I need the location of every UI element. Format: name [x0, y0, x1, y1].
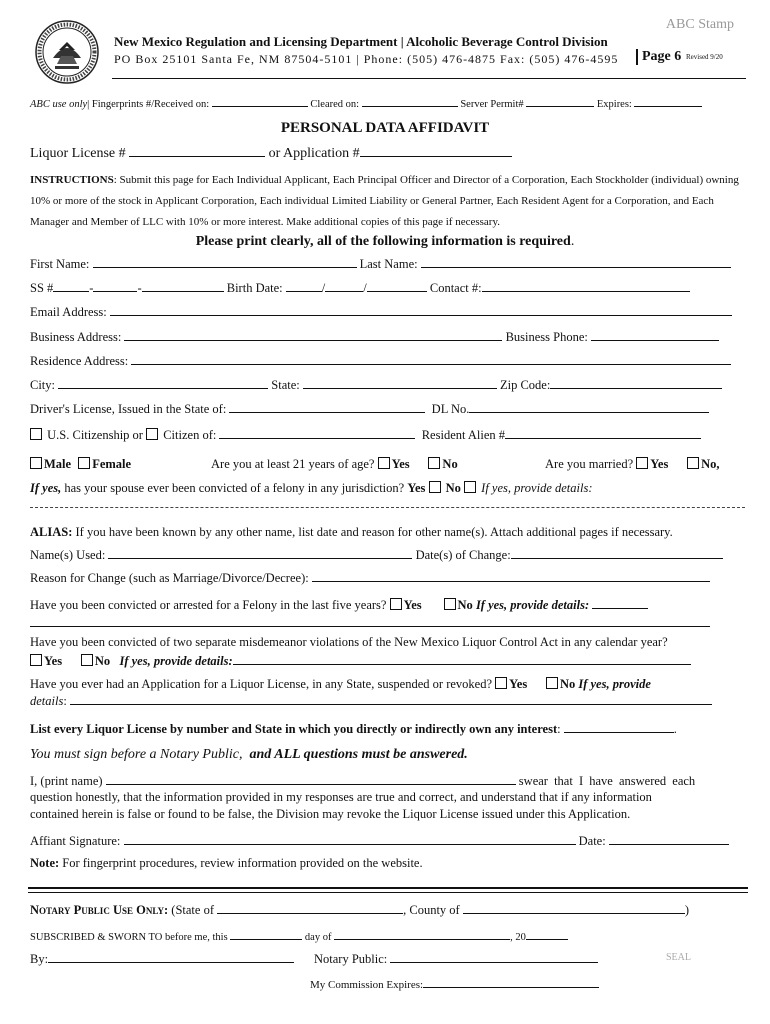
ss-field-1[interactable] — [53, 280, 89, 292]
fingerprints-field[interactable] — [212, 95, 308, 107]
dl-no-field[interactable] — [469, 401, 709, 413]
misdemeanor-details-field[interactable] — [233, 653, 691, 665]
header-rule — [112, 78, 746, 79]
misdemeanor-no-label: No — [94, 654, 111, 668]
ss-row: SS # - - Birth Date: / / Contact #: — [30, 280, 690, 296]
page-number: Page 6 — [636, 49, 681, 65]
state-seal-logo — [35, 20, 99, 84]
state-of-label: (State of — [171, 903, 214, 917]
felony-provide-details-label: If yes, provide details: — [475, 598, 590, 612]
married-no-label: No, — [701, 457, 720, 471]
business-phone-label: Business Phone: — [505, 330, 588, 344]
signature-row — [30, 833, 729, 849]
drivers-license-label: Driver's License, Issued in the State of: — [30, 402, 227, 416]
notary-public-field[interactable] — [390, 951, 598, 963]
names-used-field[interactable] — [108, 547, 412, 559]
felony-question: Have you been convicted or arrested for a Felony in the last five years? — [30, 598, 387, 612]
subscribed-month-field[interactable] — [334, 928, 510, 940]
notary-county-field[interactable] — [463, 902, 685, 914]
spouse-yes-label: Yes — [407, 481, 426, 495]
swear-text-line-2: question honestly, that the information provided in my responses are true and correct, and understand that if any information — [30, 790, 652, 804]
age-question-text: Are you at least 21 years of age? — [211, 457, 375, 471]
married-no-checkbox[interactable] — [687, 457, 699, 469]
ss-field-3[interactable] — [142, 280, 224, 292]
suspended-question: Have you ever had an Application for a Liquor License, in any State, suspended or revoked? — [30, 677, 492, 691]
age-yes-label: Yes — [391, 457, 410, 471]
note-label: Note: — [30, 856, 60, 870]
citizenship-row — [30, 427, 701, 443]
suspended-yes-label: Yes — [509, 677, 528, 691]
misdemeanor-yes-checkbox[interactable] — [30, 654, 42, 666]
age-yes-checkbox[interactable] — [378, 457, 390, 469]
contact-field[interactable] — [482, 280, 690, 292]
name-row — [30, 256, 731, 272]
suspended-details-label: details — [30, 694, 64, 708]
birth-day-field[interactable] — [325, 280, 363, 292]
age-no-label: No — [442, 457, 458, 471]
liquor-license-label: Liquor License # — [30, 146, 126, 161]
female-label: Female — [92, 457, 132, 471]
suspended-no-label: No — [559, 677, 576, 691]
print-clearly-text: Please print clearly, all of the following information is required — [195, 234, 571, 249]
all-questions-text: and ALL questions must be answered. — [249, 747, 468, 762]
seal-placeholder: SEAL — [666, 952, 691, 963]
sign-notice — [30, 747, 468, 763]
by-label: By: — [30, 952, 49, 966]
subscribed-row — [30, 928, 568, 943]
city-row — [30, 377, 722, 393]
by-row — [30, 951, 294, 967]
felony-yes-checkbox[interactable] — [390, 598, 402, 610]
server-permit-label: Server Permit# — [460, 99, 524, 110]
note-row — [30, 856, 423, 871]
instructions-label: INSTRUCTIONS — [30, 174, 114, 186]
expires-field[interactable] — [634, 95, 702, 107]
abc-use-only-row — [30, 95, 702, 110]
first-name-label: First Name: — [30, 257, 90, 271]
citizen-of-label: Citizen of: — [163, 428, 217, 442]
print-name-row — [30, 773, 695, 789]
drivers-license-row — [30, 401, 709, 417]
department-title: New Mexico Regulation and Licensing Department | Alcoholic Beverage Control Division — [114, 34, 608, 49]
residence-address-field[interactable] — [131, 353, 731, 365]
commission-label: My Commission Expires: — [310, 979, 424, 991]
spouse-felony-row — [30, 481, 592, 496]
suspended-details-row: details: — [30, 693, 712, 709]
male-checkbox[interactable] — [30, 457, 42, 469]
city-label: City: — [30, 378, 56, 392]
residence-row — [30, 353, 731, 369]
instructions-text: : Submit this page for Each Individual Applicant, Each Principal Officer and Director of a Corporation, Each Stockholder (individual) owning 10% or more of the stock in Applicant Corporation, Each individual Limited Liability or General Partner, Each Resident Agent for a Corporation, and Each Manager and Member of LLC with 10% or more interest. Make additional copies of this page if necessary. — [30, 174, 739, 228]
year-prefix-label: , 20 — [510, 932, 526, 943]
last-name-field[interactable] — [421, 256, 731, 268]
email-label: Email Address: — [30, 305, 107, 319]
ss-label: SS # — [30, 281, 54, 295]
must-sign-text: You must sign before a Notary Public, — [30, 747, 243, 762]
server-permit-field[interactable] — [526, 95, 594, 107]
felony-details-line[interactable] — [30, 626, 710, 627]
us-citizenship-checkbox[interactable] — [30, 428, 42, 440]
city-field[interactable] — [58, 377, 268, 389]
felony-details-field[interactable] — [592, 597, 648, 609]
spouse-provide-details-label: If yes, provide details: — [481, 481, 593, 495]
resident-alien-label: Resident Alien # — [421, 428, 506, 442]
notary-state-row — [30, 902, 689, 918]
gender-row — [30, 457, 131, 472]
subscribed-year-field[interactable] — [526, 928, 568, 940]
note-text: For fingerprint procedures, review information provided on the website. — [62, 856, 423, 870]
day-of-label: day of — [304, 932, 332, 943]
cleared-on-label: Cleared on: — [310, 99, 360, 110]
list-licenses-field[interactable] — [564, 721, 674, 733]
married-question-text: Are you married? — [545, 457, 634, 471]
spouse-if-yes-label: If yes, — [30, 481, 62, 495]
birth-date-label: Birth Date: — [226, 281, 283, 295]
business-address-field[interactable] — [124, 329, 502, 341]
misdemeanor-answer-row — [30, 653, 691, 669]
county-of-label: , County of — [403, 903, 460, 917]
swear-text-line-3: contained herein is false or found to be false, the Division may revoke the Liquor License issued under this Application. — [30, 807, 631, 821]
suspended-no-checkbox[interactable] — [546, 677, 558, 689]
suspended-yes-checkbox[interactable] — [495, 677, 507, 689]
print-name-field[interactable] — [106, 773, 516, 785]
birth-month-field[interactable] — [286, 280, 322, 292]
state-field[interactable] — [303, 377, 497, 389]
revision-date: Revised 9/20 — [686, 53, 723, 61]
resident-alien-field[interactable] — [505, 427, 701, 439]
close-paren: ) — [684, 903, 690, 917]
spouse-yes-checkbox[interactable] — [429, 481, 441, 493]
subscribed-label: SUBSCRIBED & SWORN TO before me, this — [30, 932, 228, 943]
state-label: State: — [271, 378, 300, 392]
by-field[interactable] — [48, 951, 294, 963]
drivers-license-state-field[interactable] — [229, 401, 425, 413]
fingerprints-label: | Fingerprints #/Received on: — [87, 99, 210, 110]
print-clearly-period: . — [570, 234, 575, 249]
reason-change-field[interactable] — [312, 570, 710, 582]
citizen-of-checkbox[interactable] — [146, 428, 158, 440]
date-label: Date: — [578, 834, 606, 848]
spouse-no-checkbox[interactable] — [464, 481, 476, 493]
alias-text: If you have been known by any other name, list date and reason for other name(s). Attach additional pages if necessary. — [75, 525, 673, 539]
or-label: or — [132, 428, 143, 442]
suspended-details-field[interactable] — [70, 693, 712, 705]
page-title: PERSONAL DATA AFFIDAVIT — [280, 120, 490, 136]
list-licenses-label: List every Liquor License by number and State in which you directly or indirectly own any interest — [30, 722, 558, 736]
notary-section-divider — [28, 887, 748, 893]
spouse-no-label: No — [445, 481, 461, 495]
affiant-signature-field[interactable] — [124, 833, 576, 845]
contact-label: Contact #: — [429, 281, 482, 295]
notary-label: Notary Public Use Only: — [30, 903, 169, 917]
misdemeanor-yes-label: Yes — [44, 654, 63, 668]
commission-expires-field[interactable] — [423, 976, 599, 988]
affiant-signature-label: Affiant Signature: — [30, 834, 121, 848]
abc-use-only-label: ABC use only — [30, 99, 88, 110]
swear-text: swear that I have answered each — [518, 774, 696, 788]
business-address-label: Business Address: — [30, 330, 122, 344]
us-citizenship-label: U.S. Citizenship — [47, 428, 130, 442]
cleared-on-field[interactable] — [362, 95, 458, 107]
misdemeanor-no-checkbox[interactable] — [81, 654, 93, 666]
names-used-label: Name(s) Used: — [30, 548, 106, 562]
age-no-checkbox[interactable] — [428, 457, 440, 469]
signature-date-field[interactable] — [609, 833, 729, 845]
zip-field[interactable] — [550, 377, 722, 389]
male-label: Male — [44, 457, 72, 471]
birth-year-field[interactable] — [367, 280, 427, 292]
application-label: or Application # — [268, 146, 360, 161]
alias-row — [30, 525, 673, 540]
misdemeanor-question: Have you been convicted of two separate misdemeanor violations of the New Mexico Liquor Control Act in any calendar year? — [30, 635, 668, 649]
instructions-paragraph — [30, 170, 752, 233]
felony-no-checkbox[interactable] — [444, 598, 456, 610]
spouse-details-line[interactable] — [30, 507, 745, 508]
last-name-label: Last Name: — [359, 257, 418, 271]
list-licenses-row: List every Liquor License by number and State in which you directly or indirectly own any interest: . — [30, 722, 677, 736]
business-phone-field[interactable] — [591, 329, 719, 341]
abc-stamp-label: ABC Stamp — [665, 17, 734, 32]
suspended-row — [30, 677, 651, 692]
application-field[interactable] — [360, 145, 512, 157]
names-used-row — [30, 547, 723, 563]
print-name-label: I, (print name) — [30, 774, 103, 788]
email-row — [30, 304, 732, 320]
married-question — [545, 457, 720, 472]
notary-state-field[interactable] — [217, 902, 403, 914]
zip-label: Zip Code: — [499, 378, 551, 392]
expires-label: Expires: — [596, 99, 632, 110]
commission-row — [310, 976, 599, 991]
dl-no-label: DL No. — [431, 402, 470, 416]
ss-field-2[interactable] — [93, 280, 137, 292]
felony-yes-label: Yes — [403, 598, 422, 612]
age-question — [211, 457, 458, 472]
license-row — [30, 145, 512, 162]
residence-address-label: Residence Address: — [30, 354, 129, 368]
reason-change-row — [30, 570, 710, 586]
subscribed-day-field[interactable] — [230, 928, 302, 940]
reason-change-label: Reason for Change (such as Marriage/Divorce/Decree): — [30, 571, 309, 585]
notary-public-row — [314, 951, 598, 967]
dates-change-field[interactable] — [511, 547, 723, 559]
liquor-license-field[interactable] — [129, 145, 265, 157]
female-checkbox[interactable] — [78, 457, 90, 469]
business-row — [30, 329, 719, 345]
felony-row — [30, 597, 648, 613]
felony-no-label: No — [457, 598, 473, 612]
married-yes-checkbox[interactable] — [636, 457, 648, 469]
spouse-felony-question: has your spouse ever been convicted of a felony in any jurisdiction? — [64, 481, 405, 495]
suspended-if-yes-provide-label: If yes, provide — [578, 677, 651, 691]
print-clearly-heading — [0, 234, 770, 250]
alias-label: ALIAS: — [30, 525, 73, 539]
first-name-field[interactable] — [93, 256, 357, 268]
notary-public-label: Notary Public: — [314, 952, 388, 966]
dates-change-label: Date(s) of Change: — [415, 548, 511, 562]
email-field[interactable] — [110, 304, 732, 316]
married-yes-label: Yes — [650, 457, 669, 471]
misdemeanor-provide-details-label: If yes, provide details: — [119, 654, 233, 668]
citizen-of-field[interactable] — [219, 427, 415, 439]
department-address: PO Box 25101 Santa Fe, NM 87504-5101 | Phone: (505) 476-4875 Fax: (505) 476-4595 — [114, 52, 619, 66]
